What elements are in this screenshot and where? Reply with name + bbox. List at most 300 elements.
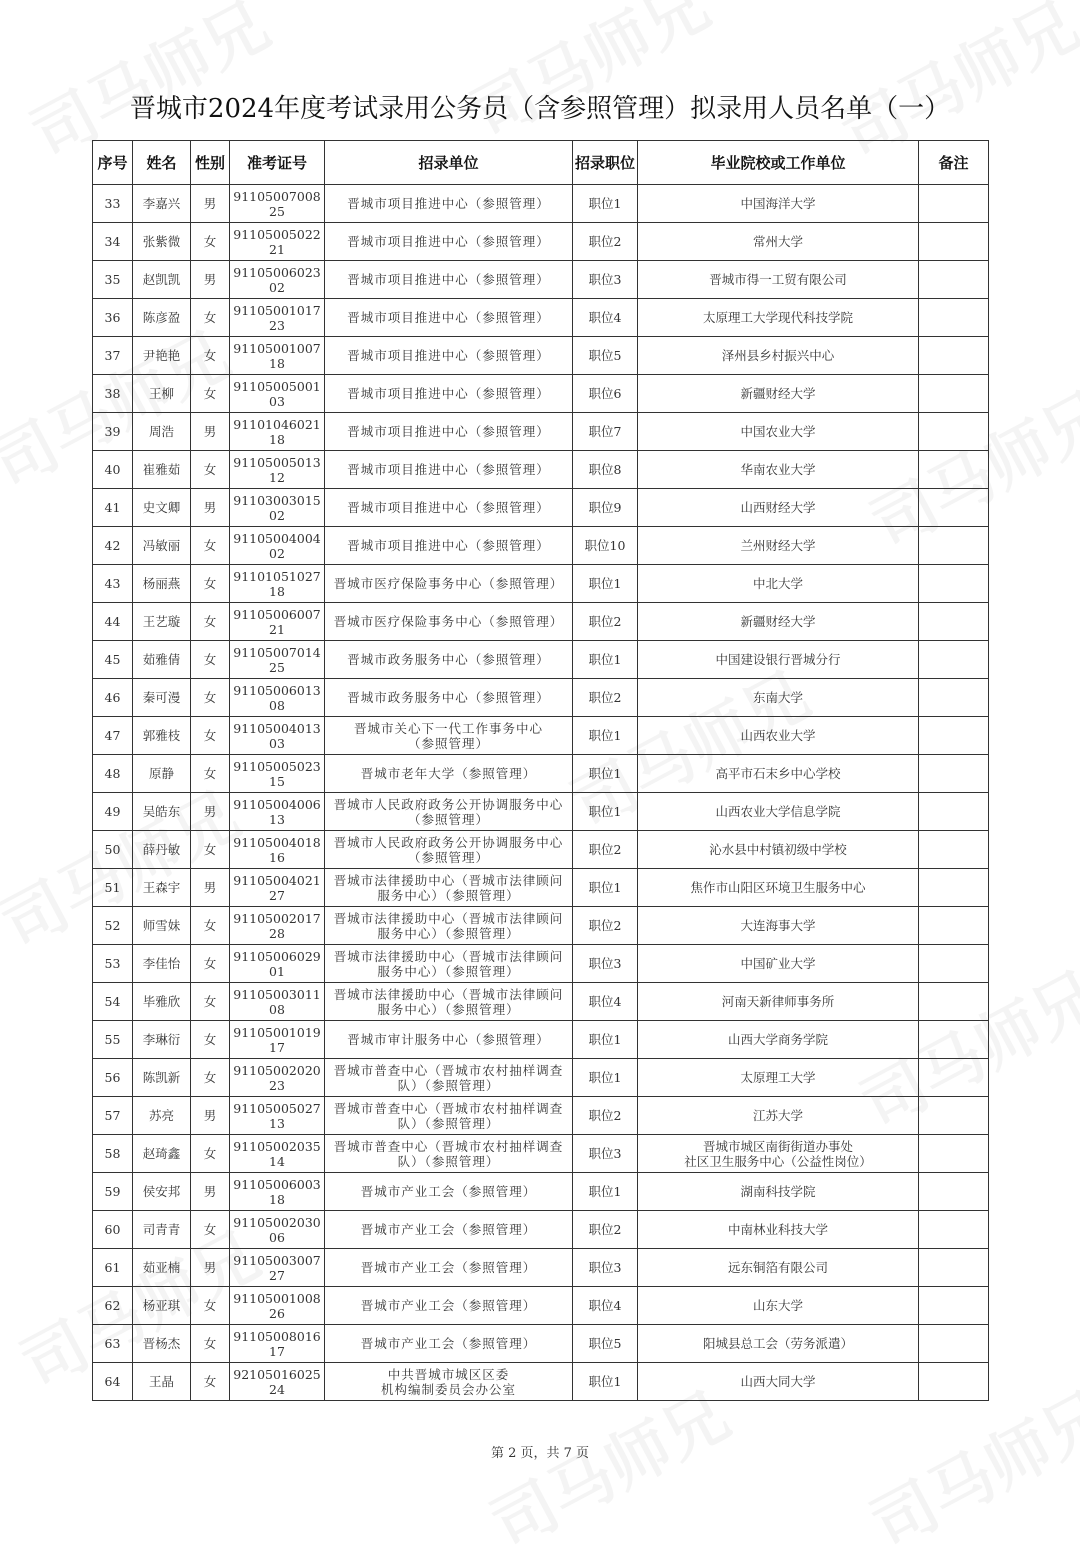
table-row	[93, 945, 989, 983]
cell-note	[919, 1059, 989, 1097]
cell-no: 58	[93, 1135, 133, 1173]
cell-unit: 晋城市法律援助中心（晋城市法律顾问 服务中心）（参照管理）	[325, 945, 573, 983]
cell-exam-id: 9110500300727	[230, 1249, 325, 1287]
cell-name: 李嘉兴	[133, 185, 191, 223]
cell-unit: 晋城市产业工会（参照管理）	[325, 1211, 573, 1249]
cell-unit: 晋城市产业工会（参照管理）	[325, 1173, 573, 1211]
cell-no: 59	[93, 1173, 133, 1211]
cell-exam-id: 9110500100718	[230, 337, 325, 375]
cell-name: 秦可漫	[133, 679, 191, 717]
cell-note	[919, 527, 989, 565]
cell-school: 新疆财经大学	[638, 375, 919, 413]
table-row	[93, 489, 989, 527]
cell-gender: 女	[191, 831, 230, 869]
cell-note	[919, 1249, 989, 1287]
cell-no: 44	[93, 603, 133, 641]
cell-exam-id: 9110500701425	[230, 641, 325, 679]
cell-no: 46	[93, 679, 133, 717]
cell-exam-id: 9110500402127	[230, 869, 325, 907]
cell-gender: 女	[191, 1363, 230, 1401]
cell-gender: 女	[191, 641, 230, 679]
cell-no: 64	[93, 1363, 133, 1401]
cell-note	[919, 1211, 989, 1249]
cell-school: 山西大同大学	[638, 1363, 919, 1401]
cell-exam-id: 9110500203006	[230, 1211, 325, 1249]
cell-position: 职位10	[573, 527, 638, 565]
cell-name: 张紫微	[133, 223, 191, 261]
cell-name: 吴皓东	[133, 793, 191, 831]
cell-school: 常州大学	[638, 223, 919, 261]
cell-note	[919, 603, 989, 641]
cell-name: 晋杨杰	[133, 1325, 191, 1363]
table-row	[93, 1097, 989, 1135]
cell-name: 茹亚楠	[133, 1249, 191, 1287]
table-row	[93, 717, 989, 755]
cell-exam-id: 9110105102718	[230, 565, 325, 603]
cell-exam-id: 9110300301502	[230, 489, 325, 527]
cell-name: 师雪妹	[133, 907, 191, 945]
cell-position: 职位4	[573, 1287, 638, 1325]
cell-no: 60	[93, 1211, 133, 1249]
cell-no: 52	[93, 907, 133, 945]
cell-position: 职位2	[573, 831, 638, 869]
cell-unit: 晋城市法律援助中心（晋城市法律顾问 服务中心）（参照管理）	[325, 869, 573, 907]
table-row	[93, 413, 989, 451]
cell-note	[919, 375, 989, 413]
table-row	[93, 907, 989, 945]
cell-gender: 女	[191, 983, 230, 1021]
cell-no: 39	[93, 413, 133, 451]
cell-no: 50	[93, 831, 133, 869]
cell-exam-id: 9110500500103	[230, 375, 325, 413]
cell-name: 王艺璇	[133, 603, 191, 641]
cell-name: 史文卿	[133, 489, 191, 527]
cell-unit: 晋城市项目推进中心（参照管理）	[325, 223, 573, 261]
cell-unit: 晋城市普查中心（晋城市农村抽样调查 队）（参照管理）	[325, 1097, 573, 1135]
cell-school: 山西财经大学	[638, 489, 919, 527]
cell-exam-id: 9110500100826	[230, 1287, 325, 1325]
cell-unit: 晋城市普查中心（晋城市农村抽样调查 队）（参照管理）	[325, 1059, 573, 1097]
watermark	[453, 0, 722, 157]
cell-no: 57	[93, 1097, 133, 1135]
cell-position: 职位9	[573, 489, 638, 527]
page-number: 第 2 页，共 7 页	[490, 1446, 590, 1461]
col-header-school: 毕业院校或工作单位	[638, 141, 919, 185]
cell-exam-id: 9110500502315	[230, 755, 325, 793]
col-header-no: 序号	[93, 141, 133, 185]
cell-school: 沁水县中村镇初级中学校	[638, 831, 919, 869]
cell-note	[919, 451, 989, 489]
table-row	[93, 1287, 989, 1325]
cell-name: 李琳衍	[133, 1021, 191, 1059]
cell-no: 45	[93, 641, 133, 679]
cell-note	[919, 907, 989, 945]
table-row	[93, 451, 989, 489]
cell-position: 职位1	[573, 185, 638, 223]
cell-exam-id: 9110500501312	[230, 451, 325, 489]
cell-gender: 女	[191, 299, 230, 337]
cell-school: 兰州财经大学	[638, 527, 919, 565]
table-row	[93, 831, 989, 869]
cell-note	[919, 565, 989, 603]
cell-no: 51	[93, 869, 133, 907]
cell-exam-id: 9110500203514	[230, 1135, 325, 1173]
cell-school: 新疆财经大学	[638, 603, 919, 641]
cell-position: 职位1	[573, 717, 638, 755]
cell-school: 中南林业科技大学	[638, 1211, 919, 1249]
cell-school: 山西农业大学	[638, 717, 919, 755]
cell-position: 职位8	[573, 451, 638, 489]
table-row	[93, 337, 989, 375]
cell-unit: 晋城市项目推进中心（参照管理）	[325, 451, 573, 489]
cell-no: 49	[93, 793, 133, 831]
cell-note	[919, 413, 989, 451]
cell-no: 34	[93, 223, 133, 261]
table-row	[93, 983, 989, 1021]
cell-position: 职位1	[573, 565, 638, 603]
cell-position: 职位2	[573, 603, 638, 641]
cell-unit: 晋城市普查中心（晋城市农村抽样调查 队）（参照管理）	[325, 1135, 573, 1173]
cell-gender: 男	[191, 185, 230, 223]
cell-position: 职位1	[573, 641, 638, 679]
cell-school: 中国建设银行晋城分行	[638, 641, 919, 679]
cell-gender: 男	[191, 1249, 230, 1287]
cell-position: 职位1	[573, 869, 638, 907]
cell-no: 56	[93, 1059, 133, 1097]
table-row	[93, 1249, 989, 1287]
cell-position: 职位3	[573, 1135, 638, 1173]
table-row	[93, 1021, 989, 1059]
cell-exam-id: 9110500201728	[230, 907, 325, 945]
cell-no: 63	[93, 1325, 133, 1363]
cell-position: 职位1	[573, 1173, 638, 1211]
cell-no: 41	[93, 489, 133, 527]
cell-name: 陈凯新	[133, 1059, 191, 1097]
cell-no: 47	[93, 717, 133, 755]
cell-unit: 晋城市政务服务中心（参照管理）	[325, 679, 573, 717]
cell-school: 中国农业大学	[638, 413, 919, 451]
cell-school: 远东铜箔有限公司	[638, 1249, 919, 1287]
cell-exam-id: 9110500600318	[230, 1173, 325, 1211]
cell-school: 泽州县乡村振兴中心	[638, 337, 919, 375]
cell-note	[919, 717, 989, 755]
cell-exam-id: 9110500602302	[230, 261, 325, 299]
table-row	[93, 755, 989, 793]
cell-school: 阳城县总工会（劳务派遣）	[638, 1325, 919, 1363]
col-header-exam-id: 准考证号	[230, 141, 325, 185]
cell-gender: 男	[191, 1097, 230, 1135]
cell-school: 山东大学	[638, 1287, 919, 1325]
cell-name: 冯敏丽	[133, 527, 191, 565]
cell-exam-id: 9110500502221	[230, 223, 325, 261]
cell-exam-id: 9110500301108	[230, 983, 325, 1021]
table-row	[93, 679, 989, 717]
table-row	[93, 641, 989, 679]
cell-school: 太原理工大学	[638, 1059, 919, 1097]
cell-name: 毕雅欣	[133, 983, 191, 1021]
table-row	[93, 1363, 989, 1401]
cell-gender: 女	[191, 945, 230, 983]
cell-note	[919, 1363, 989, 1401]
cell-no: 61	[93, 1249, 133, 1287]
cell-no: 40	[93, 451, 133, 489]
cell-school: 江苏大学	[638, 1097, 919, 1135]
table-row	[93, 869, 989, 907]
cell-gender: 女	[191, 1021, 230, 1059]
table-row	[93, 1059, 989, 1097]
cell-unit: 晋城市项目推进中心（参照管理）	[325, 489, 573, 527]
col-header-position: 招录职位	[573, 141, 638, 185]
cell-exam-id: 9210501602524	[230, 1363, 325, 1401]
table-row	[93, 185, 989, 223]
cell-no: 37	[93, 337, 133, 375]
cell-school: 高平市石末乡中心学校	[638, 755, 919, 793]
cell-no: 36	[93, 299, 133, 337]
cell-position: 职位3	[573, 945, 638, 983]
cell-note	[919, 1325, 989, 1363]
cell-name: 苏亮	[133, 1097, 191, 1135]
cell-exam-id: 9110500101917	[230, 1021, 325, 1059]
cell-name: 王森宇	[133, 869, 191, 907]
cell-exam-id: 9110104602118	[230, 413, 325, 451]
col-header-name: 姓名	[133, 141, 191, 185]
table-row	[93, 223, 989, 261]
cell-unit: 晋城市项目推进中心（参照管理）	[325, 261, 573, 299]
cell-note	[919, 983, 989, 1021]
col-header-gender: 性别	[191, 141, 230, 185]
cell-unit: 晋城市人民政府政务公开协调服务中心 （参照管理）	[325, 793, 573, 831]
cell-no: 43	[93, 565, 133, 603]
cell-note	[919, 185, 989, 223]
table-row	[93, 375, 989, 413]
cell-school: 晋城市得一工贸有限公司	[638, 261, 919, 299]
cell-unit: 晋城市项目推进中心（参照管理）	[325, 337, 573, 375]
cell-unit: 晋城市项目推进中心（参照管理）	[325, 375, 573, 413]
cell-exam-id: 9110500401816	[230, 831, 325, 869]
cell-position: 职位4	[573, 983, 638, 1021]
cell-gender: 女	[191, 1325, 230, 1363]
cell-note	[919, 1135, 989, 1173]
cell-exam-id: 9110500502713	[230, 1097, 325, 1135]
cell-school: 焦作市山阳区环境卫生服务中心	[638, 869, 919, 907]
table-row	[93, 603, 989, 641]
cell-name: 李佳怡	[133, 945, 191, 983]
cell-unit: 晋城市项目推进中心（参照管理）	[325, 413, 573, 451]
page-title: 晋城市2024年度考试录用公务员（含参照管理）拟录用人员名单（一）	[129, 94, 951, 124]
cell-gender: 男	[191, 869, 230, 907]
cell-exam-id: 9110500602901	[230, 945, 325, 983]
cell-unit: 晋城市产业工会（参照管理）	[325, 1249, 573, 1287]
cell-note	[919, 261, 989, 299]
header-row	[93, 141, 989, 185]
cell-unit: 晋城市审计服务中心（参照管理）	[325, 1021, 573, 1059]
cell-note	[919, 869, 989, 907]
cell-position: 职位2	[573, 1097, 638, 1135]
cell-exam-id: 9110500601308	[230, 679, 325, 717]
cell-name: 杨丽燕	[133, 565, 191, 603]
table-row	[93, 1325, 989, 1363]
cell-exam-id: 9110500801617	[230, 1325, 325, 1363]
cell-unit: 中共晋城市城区区委 机构编制委员会办公室	[325, 1363, 573, 1401]
cell-name: 周浩	[133, 413, 191, 451]
cell-gender: 男	[191, 261, 230, 299]
cell-gender: 男	[191, 1173, 230, 1211]
cell-name: 王晶	[133, 1363, 191, 1401]
cell-school: 中北大学	[638, 565, 919, 603]
cell-name: 王柳	[133, 375, 191, 413]
cell-school: 山西农业大学信息学院	[638, 793, 919, 831]
cell-gender: 女	[191, 755, 230, 793]
cell-note	[919, 489, 989, 527]
cell-position: 职位3	[573, 1249, 638, 1287]
cell-no: 62	[93, 1287, 133, 1325]
cell-no: 53	[93, 945, 133, 983]
cell-name: 赵凯凯	[133, 261, 191, 299]
cell-exam-id: 9110500600721	[230, 603, 325, 641]
cell-name: 陈彦盈	[133, 299, 191, 337]
cell-school: 湖南科技学院	[638, 1173, 919, 1211]
cell-position: 职位7	[573, 413, 638, 451]
cell-note	[919, 641, 989, 679]
cell-gender: 女	[191, 375, 230, 413]
cell-no: 38	[93, 375, 133, 413]
cell-note	[919, 1097, 989, 1135]
col-header-unit: 招录单位	[325, 141, 573, 185]
cell-school: 山西大学商务学院	[638, 1021, 919, 1059]
cell-position: 职位2	[573, 679, 638, 717]
cell-gender: 女	[191, 1211, 230, 1249]
cell-gender: 女	[191, 527, 230, 565]
cell-gender: 男	[191, 793, 230, 831]
table-row	[93, 1173, 989, 1211]
cell-gender: 女	[191, 451, 230, 489]
cell-unit: 晋城市医疗保险事务中心（参照管理）	[325, 603, 573, 641]
cell-unit: 晋城市医疗保险事务中心（参照管理）	[325, 565, 573, 603]
cell-name: 赵琦鑫	[133, 1135, 191, 1173]
cell-unit: 晋城市人民政府政务公开协调服务中心 （参照管理）	[325, 831, 573, 869]
cell-gender: 女	[191, 717, 230, 755]
cell-name: 杨亚琪	[133, 1287, 191, 1325]
cell-school: 太原理工大学现代科技学院	[638, 299, 919, 337]
table-row	[93, 299, 989, 337]
cell-exam-id: 9110500202023	[230, 1059, 325, 1097]
cell-position: 职位3	[573, 261, 638, 299]
cell-school: 晋城市城区南街街道办事处 社区卫生服务中心（公益性岗位）	[638, 1135, 919, 1173]
cell-exam-id: 9110500400613	[230, 793, 325, 831]
cell-gender: 女	[191, 565, 230, 603]
table-row	[93, 1135, 989, 1173]
cell-position: 职位1	[573, 755, 638, 793]
cell-note	[919, 755, 989, 793]
cell-name: 尹艳艳	[133, 337, 191, 375]
cell-no: 55	[93, 1021, 133, 1059]
cell-school: 华南农业大学	[638, 451, 919, 489]
cell-position: 职位1	[573, 793, 638, 831]
cell-no: 33	[93, 185, 133, 223]
cell-name: 司青青	[133, 1211, 191, 1249]
cell-unit: 晋城市法律援助中心（晋城市法律顾问 服务中心）（参照管理）	[325, 983, 573, 1021]
cell-position: 职位5	[573, 337, 638, 375]
cell-note	[919, 1021, 989, 1059]
table-row	[93, 527, 989, 565]
cell-position: 职位1	[573, 1021, 638, 1059]
cell-note	[919, 337, 989, 375]
cell-position: 职位1	[573, 1059, 638, 1097]
table-row	[93, 261, 989, 299]
cell-name: 崔雅茹	[133, 451, 191, 489]
cell-unit: 晋城市产业工会（参照管理）	[325, 1287, 573, 1325]
table-row	[93, 1211, 989, 1249]
cell-name: 侯安邦	[133, 1173, 191, 1211]
cell-gender: 女	[191, 337, 230, 375]
cell-position: 职位5	[573, 1325, 638, 1363]
cell-exam-id: 9110500401303	[230, 717, 325, 755]
col-header-note: 备注	[919, 141, 989, 185]
cell-gender: 女	[191, 1135, 230, 1173]
cell-position: 职位2	[573, 223, 638, 261]
cell-position: 职位6	[573, 375, 638, 413]
cell-position: 职位1	[573, 1363, 638, 1401]
cell-unit: 晋城市产业工会（参照管理）	[325, 1325, 573, 1363]
cell-unit: 晋城市关心下一代工作事务中心 （参照管理）	[325, 717, 573, 755]
cell-gender: 女	[191, 1287, 230, 1325]
cell-unit: 晋城市项目推进中心（参照管理）	[325, 299, 573, 337]
cell-no: 48	[93, 755, 133, 793]
cell-note	[919, 945, 989, 983]
cell-exam-id: 9110500101723	[230, 299, 325, 337]
cell-position: 职位2	[573, 1211, 638, 1249]
cell-note	[919, 679, 989, 717]
cell-school: 东南大学	[638, 679, 919, 717]
cell-school: 中国矿业大学	[638, 945, 919, 983]
table-row	[93, 565, 989, 603]
cell-name: 郭雅枝	[133, 717, 191, 755]
cell-note	[919, 1287, 989, 1325]
cell-no: 35	[93, 261, 133, 299]
cell-gender: 女	[191, 1059, 230, 1097]
cell-exam-id: 9110500700825	[230, 185, 325, 223]
cell-gender: 男	[191, 413, 230, 451]
cell-note	[919, 831, 989, 869]
cell-no: 42	[93, 527, 133, 565]
cell-note	[919, 1173, 989, 1211]
cell-note	[919, 793, 989, 831]
cell-gender: 女	[191, 907, 230, 945]
cell-school: 大连海事大学	[638, 907, 919, 945]
cell-position: 职位2	[573, 907, 638, 945]
cell-gender: 女	[191, 603, 230, 641]
cell-unit: 晋城市政务服务中心（参照管理）	[325, 641, 573, 679]
cell-name: 原静	[133, 755, 191, 793]
cell-exam-id: 9110500400402	[230, 527, 325, 565]
cell-name: 茹雅倩	[133, 641, 191, 679]
cell-note	[919, 223, 989, 261]
cell-unit: 晋城市项目推进中心（参照管理）	[325, 527, 573, 565]
table-row	[93, 793, 989, 831]
cell-unit: 晋城市老年大学（参照管理）	[325, 755, 573, 793]
cell-position: 职位4	[573, 299, 638, 337]
cell-school: 河南天新律师事务所	[638, 983, 919, 1021]
cell-gender: 女	[191, 223, 230, 261]
cell-school: 中国海洋大学	[638, 185, 919, 223]
roster-table	[92, 140, 989, 1401]
cell-gender: 女	[191, 679, 230, 717]
cell-no: 54	[93, 983, 133, 1021]
cell-note	[919, 299, 989, 337]
cell-name: 薛丹敏	[133, 831, 191, 869]
cell-unit: 晋城市法律援助中心（晋城市法律顾问 服务中心）（参照管理）	[325, 907, 573, 945]
cell-unit: 晋城市项目推进中心（参照管理）	[325, 185, 573, 223]
